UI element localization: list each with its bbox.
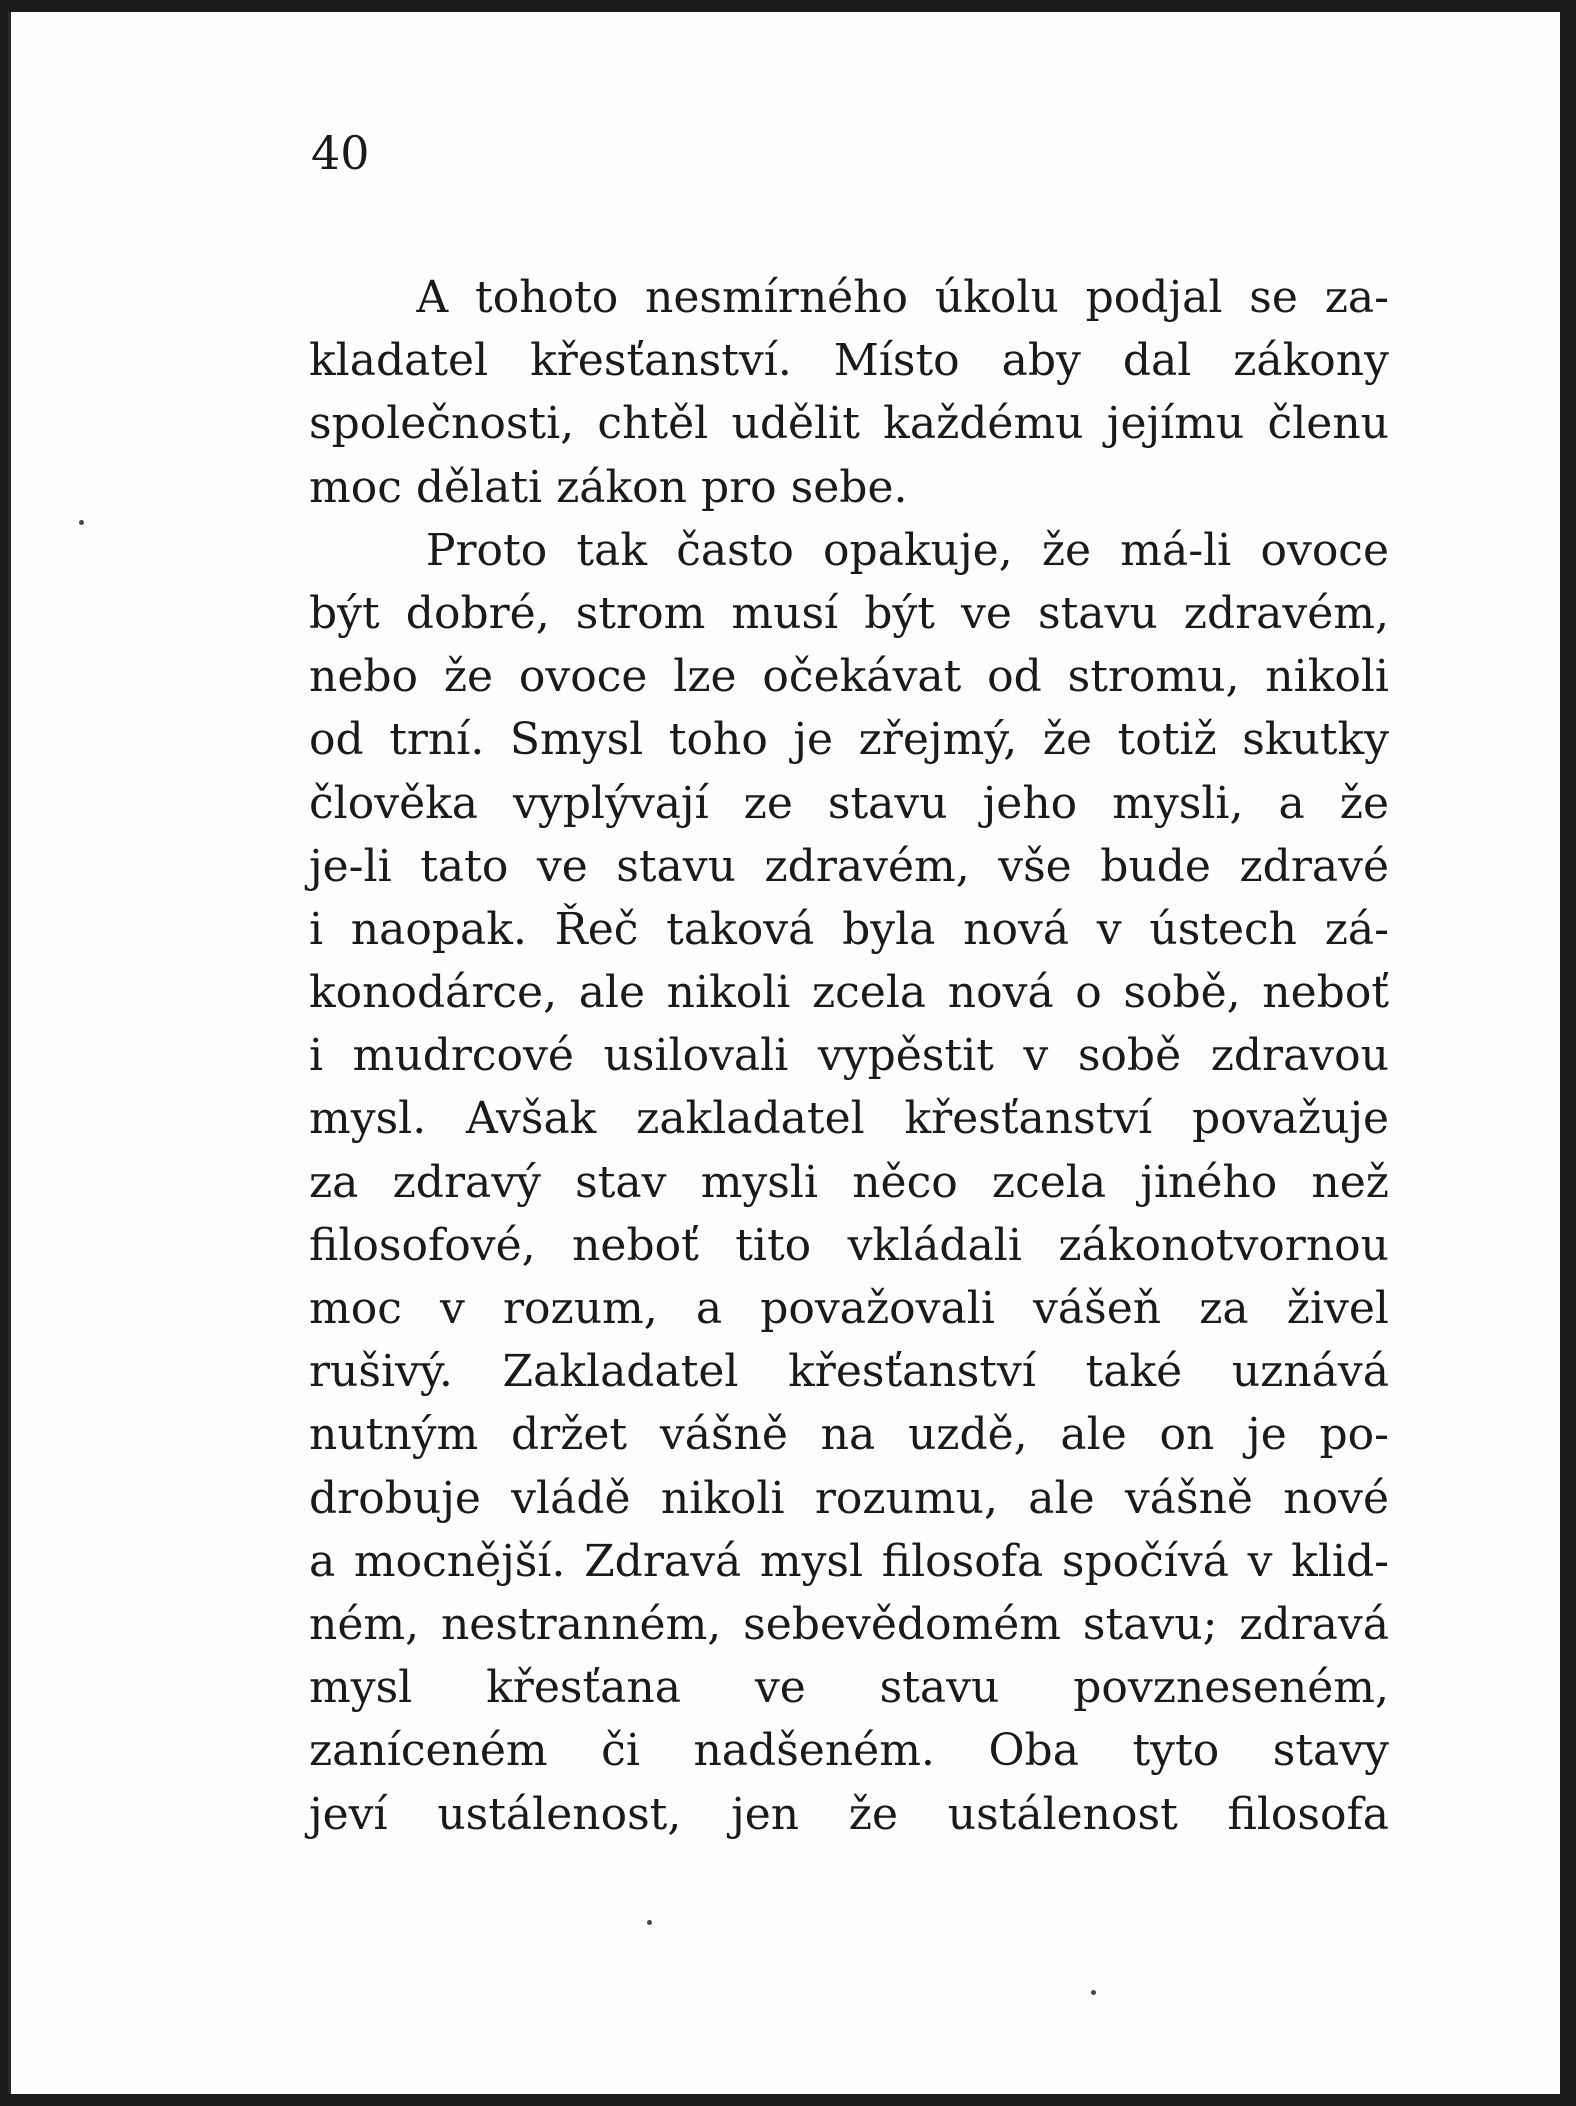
text-line: Proto tak často opakuje, že má-li ovoce xyxy=(309,524,1389,576)
text-line: od trní. Smysl toho je zřejmý, že totiž skutky xyxy=(309,714,1389,766)
text-line: být dobré, strom musí být ve stavu zdravém, xyxy=(309,587,1389,639)
text-line: je-li tato ve stavu zdravém, vše bude zdravé xyxy=(309,840,1389,892)
text-line: rušivý. Zakladatel křesťanství také uznává xyxy=(309,1346,1389,1398)
text-line: konodárce, ale nikoli zcela nová o sobě, neboť xyxy=(309,967,1389,1019)
text-line: i naopak. Řeč taková byla nová v ústech zá- xyxy=(309,903,1389,955)
text-line: mysl. Avšak zakladatel křesťanství považuje xyxy=(309,1093,1389,1145)
print-speck xyxy=(1091,1990,1096,1995)
page-number: 40 xyxy=(311,126,370,180)
print-speck xyxy=(647,1920,652,1925)
body-text xyxy=(309,266,1389,1846)
print-speck xyxy=(79,520,84,525)
text-line: za zdravý stav mysli něco zcela jiného než xyxy=(309,1156,1389,1208)
text-line: moc v rozum, a považovali vášeň za živel xyxy=(309,1283,1389,1334)
text-line: a mocnější. Zdravá mysl filosofa spočívá v klid- xyxy=(309,1535,1389,1587)
text-line: drobuje vládě nikoli rozumu, ale vášně nové xyxy=(309,1472,1389,1524)
text-line: společnosti, chtěl udělit každému jejímu členu xyxy=(309,398,1389,450)
text-line: i mudrcové usilovali vypěstit v sobě zdravou xyxy=(309,1030,1389,1082)
text-line: moc dělati zákon pro sebe. xyxy=(309,461,908,513)
text-line: zaníceném či nadšeném. Oba tyto stavy xyxy=(309,1725,1389,1777)
text-line: člověka vyplývají ze stavu jeho mysli, a že xyxy=(309,777,1389,829)
text-line: A tohoto nesmírného úkolu podjal se za- xyxy=(309,272,1389,323)
text-line: jeví ustálenost, jen že ustálenost filosofa xyxy=(309,1788,1389,1840)
text-line: kladatel křesťanství. Místo aby dal zákony xyxy=(309,335,1389,387)
text-line: nutným držet vášně na uzdě, ale on je po- xyxy=(309,1409,1389,1461)
text-line: filosofové, neboť tito vkládali zákonotvornou xyxy=(309,1219,1389,1271)
text-line: nebo že ovoce lze očekávat od stromu, nikoli xyxy=(309,651,1389,703)
text-line: ném, nestranném, sebevědomém stavu; zdravá xyxy=(309,1598,1389,1650)
text-line: mysl křesťana ve stavu povzneseném, xyxy=(309,1662,1389,1714)
book-page xyxy=(8,12,1560,2094)
